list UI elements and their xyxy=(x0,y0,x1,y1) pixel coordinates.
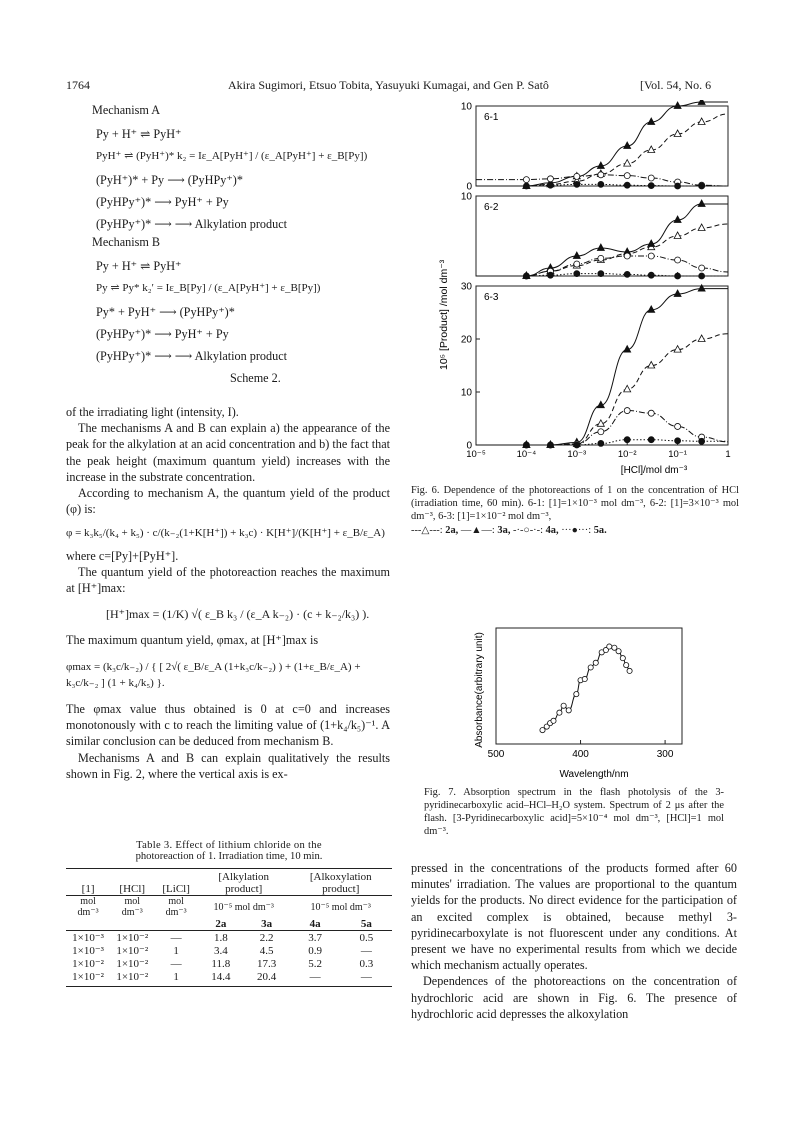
left-column-text xyxy=(66,404,390,782)
table-cell: 1×10⁻³ xyxy=(72,945,104,957)
data-point-5a xyxy=(624,437,630,443)
sub-header: 4a xyxy=(309,918,321,930)
col-header: [Alkylation product] xyxy=(218,871,270,895)
paragraph: pressed in the concentrations of the products formed after 60 minutes' irradiation. The values are proportional to the quantum yields for the products. No direct evidence for the participation of an excited complex is obtained, because methyl 3-pyridinecarboxylate is not fluorescent under any conditions. At present we have no experimental results from which we decide which mechanism actually operates. xyxy=(411,861,737,973)
data-point-5a xyxy=(624,271,630,277)
table-cell: 2.2 xyxy=(259,931,274,944)
y-tick-label: 0 xyxy=(466,440,472,452)
fig7-ylabel: Absorbance(arbitrary unit) xyxy=(474,632,485,748)
x-tick-label: 10⁻² xyxy=(617,449,637,460)
table-header-row xyxy=(66,871,392,896)
data-point-5a xyxy=(598,440,604,446)
x-tick-label: 10⁻¹ xyxy=(668,449,687,460)
data-point-4a xyxy=(624,253,630,259)
data-point-2a xyxy=(648,146,655,153)
table xyxy=(66,871,392,983)
y-tick-label: 10 xyxy=(460,101,472,113)
fig7-axes xyxy=(488,628,682,760)
running-authors: Akira Sugimori, Etsuo Tobita, Yasuyuki Kumagai, and Gen P. Satô xyxy=(228,78,549,92)
spectrum-point xyxy=(593,660,598,665)
sub-header: 2a xyxy=(215,918,227,930)
mech-b-line: Py ⇌ Py* k₂′ = Iε_B[Py] / (ε_A[PyH⁺] + ε_B[Py]) xyxy=(96,282,321,294)
scheme-caption: Scheme 2. xyxy=(230,371,281,385)
spectrum-point xyxy=(616,649,621,654)
data-point-5a xyxy=(574,442,580,448)
right-column-text xyxy=(411,860,737,1022)
table-cell: — xyxy=(360,944,372,957)
data-point-5a xyxy=(598,271,604,277)
legend-key: —▲—: xyxy=(460,525,495,536)
paragraph: According to mechanism A, the quantum yield of the product (φ) is: xyxy=(66,486,390,517)
table-units-row xyxy=(66,896,392,919)
data-point-4a xyxy=(598,255,604,261)
fig6-axes xyxy=(461,102,731,461)
table-cell: — xyxy=(170,931,182,944)
spectrum-point xyxy=(566,708,571,713)
x-tick-label: 10⁻⁴ xyxy=(516,449,537,460)
data-point-5a xyxy=(675,183,681,189)
fig7-marks xyxy=(540,644,632,733)
mechanism-a-title: Mechanism A xyxy=(92,103,161,117)
data-point-3a xyxy=(648,306,655,313)
plot-frame xyxy=(496,628,682,744)
x-tick-label: 400 xyxy=(572,749,589,760)
data-point-5a xyxy=(523,442,529,448)
x-tick-label: 10⁻⁵ xyxy=(466,449,486,460)
series-line-2a xyxy=(476,334,728,445)
data-point-5a xyxy=(648,183,654,189)
equation-phimax: φmax = (k₃c/k₋₂) / { [ 2√( ε_B/ε_A (1+k₃c/k₋₂) ) + (1+ε_B/ε_A) + k₃c/k₋₂ ] (1 + k₄/k₅) }. xyxy=(66,660,361,689)
table-cell: 5.2 xyxy=(308,957,322,970)
table-3 xyxy=(66,840,392,987)
data-point-5a xyxy=(699,183,705,189)
fig6-caption-block xyxy=(411,484,739,537)
data-point-2a xyxy=(674,130,681,137)
paragraph: of the irradiating light (intensity, I). xyxy=(66,405,239,419)
data-point-4a xyxy=(547,176,553,182)
table-cell: 1 xyxy=(173,970,179,983)
data-point-2a xyxy=(698,118,705,125)
fig6-xlabel: [HCl]/mol dm⁻³ xyxy=(620,465,688,476)
spectrum-point xyxy=(588,665,593,670)
data-point-3a xyxy=(698,100,705,105)
data-point-5a xyxy=(547,272,553,278)
table-cell: 1×10⁻² xyxy=(72,958,104,970)
data-point-4a xyxy=(624,173,630,179)
data-point-5a xyxy=(648,437,654,443)
spectrum-point xyxy=(624,663,629,668)
table-subheader-row xyxy=(66,918,392,931)
journal-volume: [Vol. 54, No. 6 xyxy=(640,78,712,92)
legend-label: 4a, xyxy=(545,525,559,536)
x-tick-label: 10⁻³ xyxy=(567,449,587,460)
spectrum-point xyxy=(620,656,625,661)
data-point-4a xyxy=(699,265,705,271)
data-point-4a xyxy=(648,410,654,416)
data-point-5a xyxy=(574,181,580,187)
data-point-5a xyxy=(547,442,553,448)
unit: mol dm⁻³ xyxy=(154,896,198,919)
equation-phi: φ = k₃k₅/(k₄ + k₅) · c/(k₋₂(1+K[H⁺]) + k₃c) · K[H⁺]/(K[H⁺] + ε_B/ε_A) xyxy=(66,527,385,540)
legend-label: 5a. xyxy=(593,525,607,536)
data-point-3a xyxy=(674,290,681,297)
y-tick-label: 10 xyxy=(460,191,472,203)
table-cell: 0.5 xyxy=(359,931,374,944)
paragraph: The maximum quantum yield, φmax, at [H⁺]max is xyxy=(66,633,319,648)
y-tick-label: 10 xyxy=(460,387,472,399)
fig6-ylabel: 10⁵ [Product] /mol dm⁻³ xyxy=(438,259,450,370)
equation-hmax: [H⁺]max = (1/K) √( ε_B k₃ / (ε_A k₋₂) · (c + k₋₂/k₃) ). xyxy=(106,607,370,622)
data-point-2a xyxy=(624,160,631,167)
data-point-3a xyxy=(674,102,681,109)
y-tick-label: 20 xyxy=(460,334,472,346)
data-point-5a xyxy=(523,273,529,279)
data-point-5a xyxy=(547,182,553,188)
table-cell: 3.4 xyxy=(213,944,228,957)
col-header: [LiCl] xyxy=(162,883,190,895)
mechanism-b-title: Mechanism B xyxy=(92,235,161,249)
table-row xyxy=(66,931,392,945)
sub-header: 5a xyxy=(360,918,372,930)
spectrum-point xyxy=(574,692,579,697)
unit: 10⁻⁵ mol dm⁻³ xyxy=(198,896,290,919)
sub-header: 3a xyxy=(261,918,273,930)
col-header: [Alkoxylation product] xyxy=(309,871,372,895)
unit: mol dm⁻³ xyxy=(110,896,154,919)
data-point-4a xyxy=(523,177,529,183)
table-cell: 1.8 xyxy=(213,931,228,944)
data-point-4a xyxy=(648,175,654,181)
series-line-4a xyxy=(476,411,728,445)
table-cell: 17.3 xyxy=(256,957,277,970)
mech-a-line: Py + H⁺ ⇌ PyH⁺ xyxy=(96,127,182,141)
col-header: [HCl] xyxy=(119,883,146,895)
mech-a-line: (PyHPy⁺)* ⟶ PyH⁺ + Py xyxy=(96,195,229,209)
panel-label: 6-1 xyxy=(484,112,499,123)
legend-key: ---△---: xyxy=(411,525,443,536)
data-point-3a xyxy=(573,252,580,259)
data-point-5a xyxy=(675,438,681,444)
table-row xyxy=(66,970,392,983)
table-cell: 1 xyxy=(173,944,179,957)
y-tick-label: 30 xyxy=(460,281,472,293)
spectrum-point xyxy=(551,718,556,723)
data-point-5a xyxy=(574,271,580,277)
legend-key: ···●···: xyxy=(561,525,592,536)
table-cell: — xyxy=(170,957,182,970)
spectrum-point xyxy=(607,644,612,649)
table-cell: 4.5 xyxy=(259,944,274,957)
legend-key: -·-○-·-: xyxy=(513,525,543,536)
panel-label: 6-3 xyxy=(484,292,499,303)
data-point-5a xyxy=(624,182,630,188)
figure-6-chart xyxy=(410,100,740,480)
table-cell: 3.7 xyxy=(308,931,322,944)
series-line-3a xyxy=(476,204,728,276)
figure-7-chart xyxy=(470,622,710,782)
data-point-5a xyxy=(648,272,654,278)
data-point-2a xyxy=(698,335,705,342)
data-point-4a xyxy=(574,261,580,267)
spectrum-point xyxy=(557,710,562,715)
data-point-3a xyxy=(597,244,604,251)
table-cell: 1×10⁻² xyxy=(116,932,149,944)
table-cell: 1×10⁻² xyxy=(116,945,149,957)
data-point-4a xyxy=(675,423,681,429)
data-point-4a xyxy=(624,408,630,414)
data-point-5a xyxy=(523,183,529,189)
fig6-marks xyxy=(476,100,728,448)
data-point-2a xyxy=(674,232,681,239)
data-point-3a xyxy=(648,118,655,125)
data-point-2a xyxy=(698,224,705,231)
spectrum-point xyxy=(627,668,632,673)
unit: mol dm⁻³ xyxy=(66,896,110,919)
mech-a-line: (PyH⁺)* + Py ⟶ (PyHPy⁺)* xyxy=(96,173,243,187)
scheme-2 xyxy=(92,102,392,386)
table-cell: 1×10⁻³ xyxy=(72,932,104,944)
data-point-2a xyxy=(674,346,681,353)
table-cell: 1×10⁻² xyxy=(116,971,149,983)
unit: 10⁻⁵ mol dm⁻³ xyxy=(289,896,392,919)
legend-label: 3a, xyxy=(497,525,511,536)
legend-label: 2a, xyxy=(445,525,459,536)
mech-b-line: (PyHPy⁺)* ⟶ PyH⁺ + Py xyxy=(96,327,229,341)
data-point-5a xyxy=(699,273,705,279)
data-point-4a xyxy=(648,253,654,259)
x-tick-label: 1 xyxy=(725,449,731,460)
table-cell: 0.9 xyxy=(308,944,322,957)
data-point-2a xyxy=(648,362,655,369)
panel-frame xyxy=(476,196,728,276)
data-point-2a xyxy=(624,385,631,392)
mech-b-line: (PyHPy⁺)* ⟶ ⟶ Alkylation product xyxy=(96,349,288,363)
y-tick-label: 0 xyxy=(466,181,472,193)
mech-b-line: Py + H⁺ ⇌ PyH⁺ xyxy=(96,259,182,273)
data-point-4a xyxy=(598,429,604,435)
table-cell: 1×10⁻² xyxy=(72,971,104,983)
spectrum-point xyxy=(561,703,566,708)
table-cell: — xyxy=(360,970,372,983)
data-point-4a xyxy=(598,172,604,178)
col-header: [1] xyxy=(81,883,95,895)
paragraph: Mechanisms A and B can explain qualitatively the results shown in Fig. 2, where the vertical axis is ex- xyxy=(66,750,390,781)
spectrum-curve xyxy=(543,647,630,731)
mech-a-line: PyH⁺ ⇌ (PyH⁺)* k₂ = Iε_A[PyH⁺] / (ε_A[PyH⁺] + ε_B[Py]) xyxy=(96,150,368,162)
fig7-xlabel: Wavelength/nm xyxy=(559,769,629,780)
table-row xyxy=(66,944,392,957)
panel-label: 6-2 xyxy=(484,202,499,213)
table-cell: — xyxy=(309,970,321,983)
fig6-legend xyxy=(411,524,739,537)
spectrum-point xyxy=(582,676,587,681)
table-cell: 20.4 xyxy=(256,970,277,983)
paragraph: The mechanisms A and B can explain a) the appearance of the peak for the alkylation at an acid concentration and b) the fact that the peak height (maximum quantum yield) increases with the increase in the substrate concentration. xyxy=(66,421,390,484)
mech-b-line: Py* + PyH⁺ ⟶ (PyHPy⁺)* xyxy=(96,305,235,319)
table-body xyxy=(66,931,392,984)
table-title: Table 3. Effect of lithium chloride on the xyxy=(136,840,322,851)
paragraph: The quantum yield of the photoreaction reaches the maximum at [H⁺]max: xyxy=(66,564,390,596)
fig6-caption: Fig. 6. Dependence of the photoreactions of 1 on the concentration of HCl (irradiation time, 60 min). 6-1: [1]=1×10⁻³ mol dm⁻³, 6-2: [1]=3×10⁻³ mol dm⁻³, 6-3: [1]=1×10⁻² mol dm⁻³, xyxy=(411,485,739,522)
paragraph: Dependences of the photoreactions on the concentration of hydrochloric acid are shown in Fig. 6. The presence of hydrochloric acid depresses the alkoxylation xyxy=(411,974,737,1021)
x-tick-label: 500 xyxy=(487,749,505,760)
data-point-5a xyxy=(675,273,681,279)
paragraph: where c=[Py]+[PyH⁺]. xyxy=(66,548,179,563)
data-point-4a xyxy=(675,257,681,263)
table-cell: 11.8 xyxy=(211,957,231,970)
mech-a-line: (PyHPy⁺)* ⟶ ⟶ Alkylation product xyxy=(96,217,288,231)
page-number: 1764 xyxy=(66,78,90,92)
data-point-5a xyxy=(699,438,705,444)
data-point-3a xyxy=(698,200,705,207)
table-cell: 1×10⁻² xyxy=(116,958,149,970)
table-title: photoreaction of 1. Irradiation time, 10 min. xyxy=(135,851,323,862)
fig7-caption: Fig. 7. Absorption spectrum in the flash photolysis of the 3-pyridinecarboxylic acid–HCl–H₂O system. Spectrum of 2 μs after the flash. [3-Pyridinecarboxylic acid]=5×10⁻⁴ mol dm⁻³, [HCl]=1 mol dm⁻³. xyxy=(424,787,724,837)
data-point-5a xyxy=(598,181,604,187)
paragraph: The φmax value thus obtained is 0 at c=0 and increases monotonously with c to reach the limiting value of (1+k₄/k₅)⁻¹. A similar conclusion can be deduced from mechanism B. xyxy=(66,702,390,749)
table-cell: 0.3 xyxy=(359,957,374,970)
table-row xyxy=(66,957,392,970)
x-tick-label: 300 xyxy=(656,749,674,760)
table-cell: 14.4 xyxy=(211,970,231,983)
data-point-4a xyxy=(574,173,580,179)
